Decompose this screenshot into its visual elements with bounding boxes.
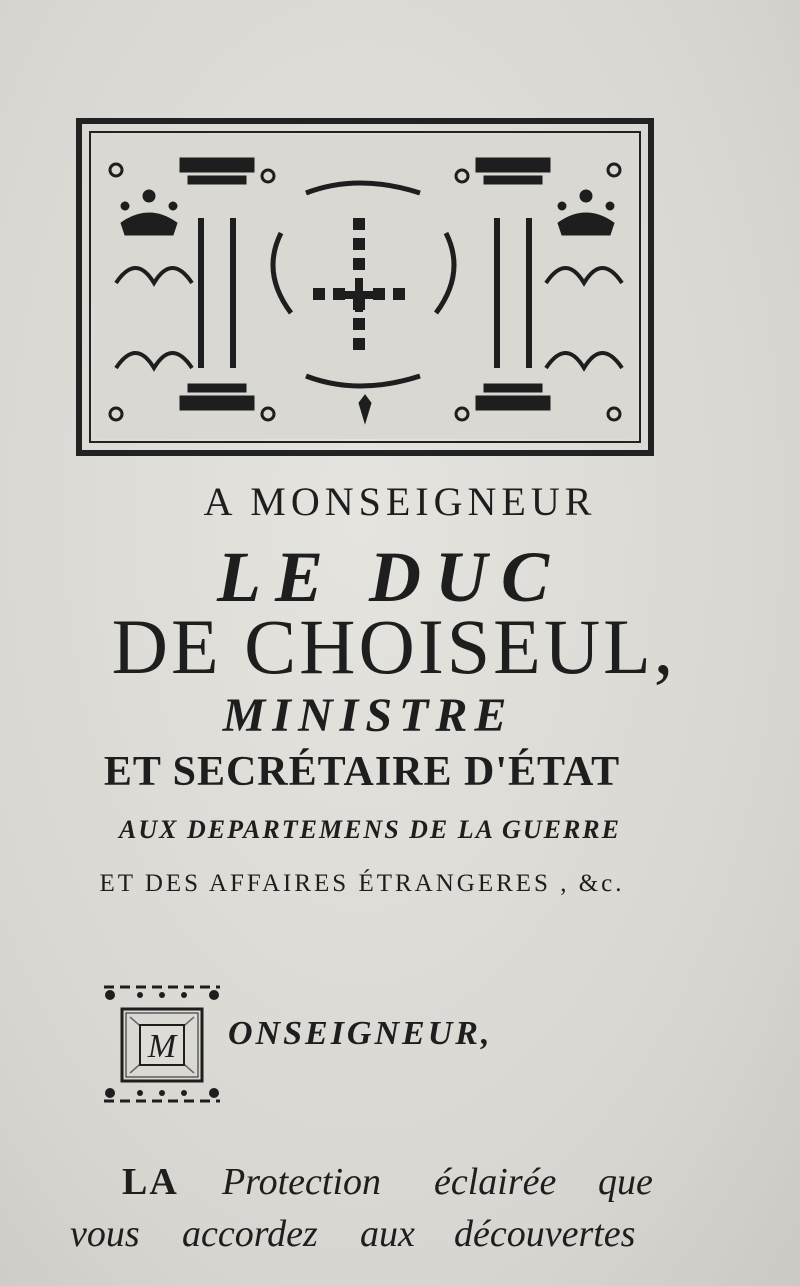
body-word: aux (360, 1213, 415, 1255)
ornamental-headpiece (76, 118, 654, 456)
salutation: ONSEIGNEUR, (228, 1015, 493, 1052)
body-word: vous (70, 1213, 140, 1255)
dedication-line-7: ET DES AFFAIRES ÉTRANGERES , &c. (99, 870, 625, 897)
ornamental-initial (100, 983, 224, 1105)
dedication-line-2: LE DUC (216, 537, 564, 617)
dedication-line-5: ET SECRÉTAIRE D'ÉTAT (103, 749, 621, 795)
body-word: découvertes (454, 1213, 636, 1255)
initial-letter: M (147, 1028, 177, 1065)
dedication-line-6: AUX DEPARTEMENS DE LA GUERRE (119, 815, 621, 844)
dedication-line-4: MINISTRE (222, 689, 514, 742)
body-word: Protection (222, 1161, 381, 1203)
body-word: que (598, 1161, 653, 1203)
body-word: éclairée (434, 1161, 557, 1203)
dedication-line-1: A MONSEIGNEUR (203, 479, 597, 524)
body-word: accordez (182, 1213, 318, 1255)
dedication-line-3: DE CHOISEUL, (111, 603, 677, 690)
body-word: LA (122, 1161, 179, 1203)
initial-frame-ornament (100, 983, 224, 1105)
